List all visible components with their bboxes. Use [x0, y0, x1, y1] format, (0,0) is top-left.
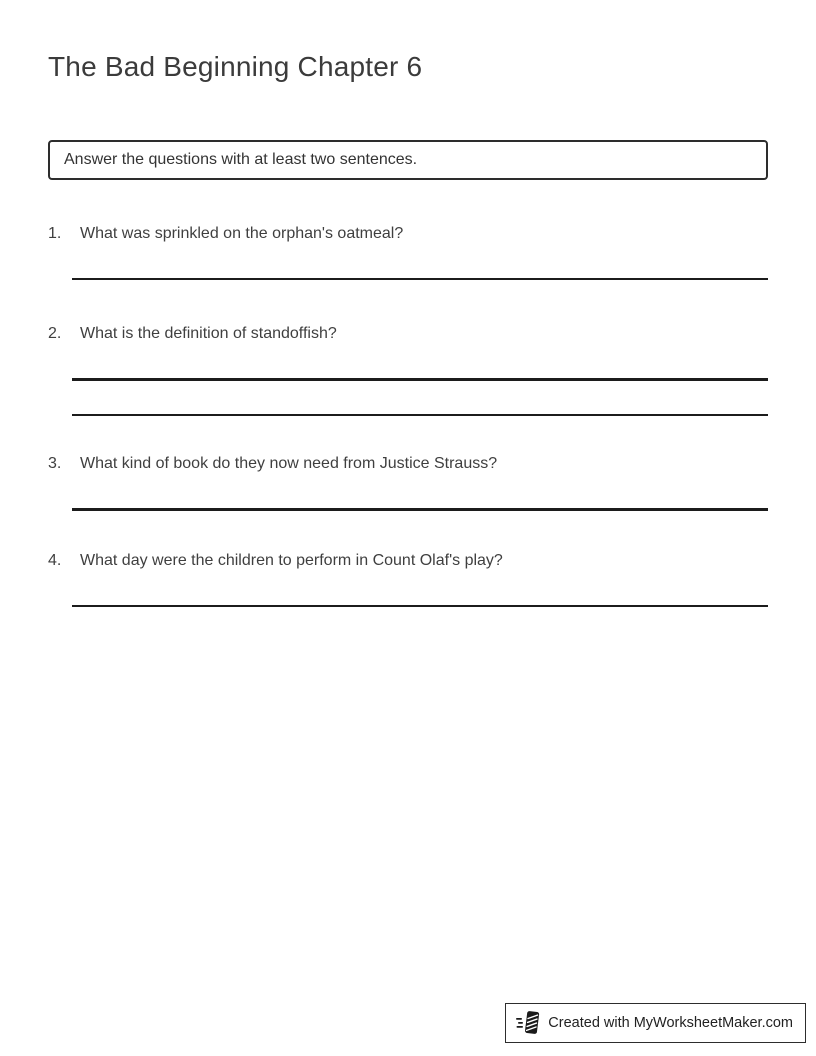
question-2 — [48, 322, 768, 346]
instructions-text: Answer the questions with at least two sentences. — [64, 150, 418, 168]
answer-line — [72, 278, 768, 281]
question-text: What was sprinkled on the orphan's oatmeal? — [80, 224, 404, 242]
answer-line — [72, 378, 768, 381]
question-number: 4. — [48, 551, 62, 569]
instructions-box — [48, 140, 768, 180]
footer-credit-text: Created with MyWorksheetMaker.com — [548, 1015, 793, 1031]
answer-line — [72, 605, 768, 608]
page-title: The Bad Beginning Chapter 6 — [48, 51, 423, 82]
question-text: What day were the children to perform in Count Olaf's play? — [80, 551, 503, 569]
answer-lines-q2 — [0, 378, 816, 416]
question-3 — [48, 452, 768, 476]
answer-lines-q4 — [0, 605, 816, 608]
answer-line — [72, 414, 768, 417]
question-number: 1. — [48, 224, 62, 242]
answer-line — [72, 508, 768, 511]
question-1 — [48, 222, 768, 246]
answer-lines-q1 — [0, 278, 816, 281]
answer-lines-q3 — [0, 508, 816, 511]
myworksheetmaker-logo-icon — [516, 1010, 540, 1036]
question-text: What is the definition of standoffish? — [80, 325, 337, 343]
question-number: 3. — [48, 455, 62, 473]
question-number: 2. — [48, 325, 62, 343]
footer-credit-box — [505, 1003, 806, 1043]
question-4 — [48, 549, 768, 573]
question-text: What kind of book do they now need from Justice Strauss? — [80, 455, 498, 473]
